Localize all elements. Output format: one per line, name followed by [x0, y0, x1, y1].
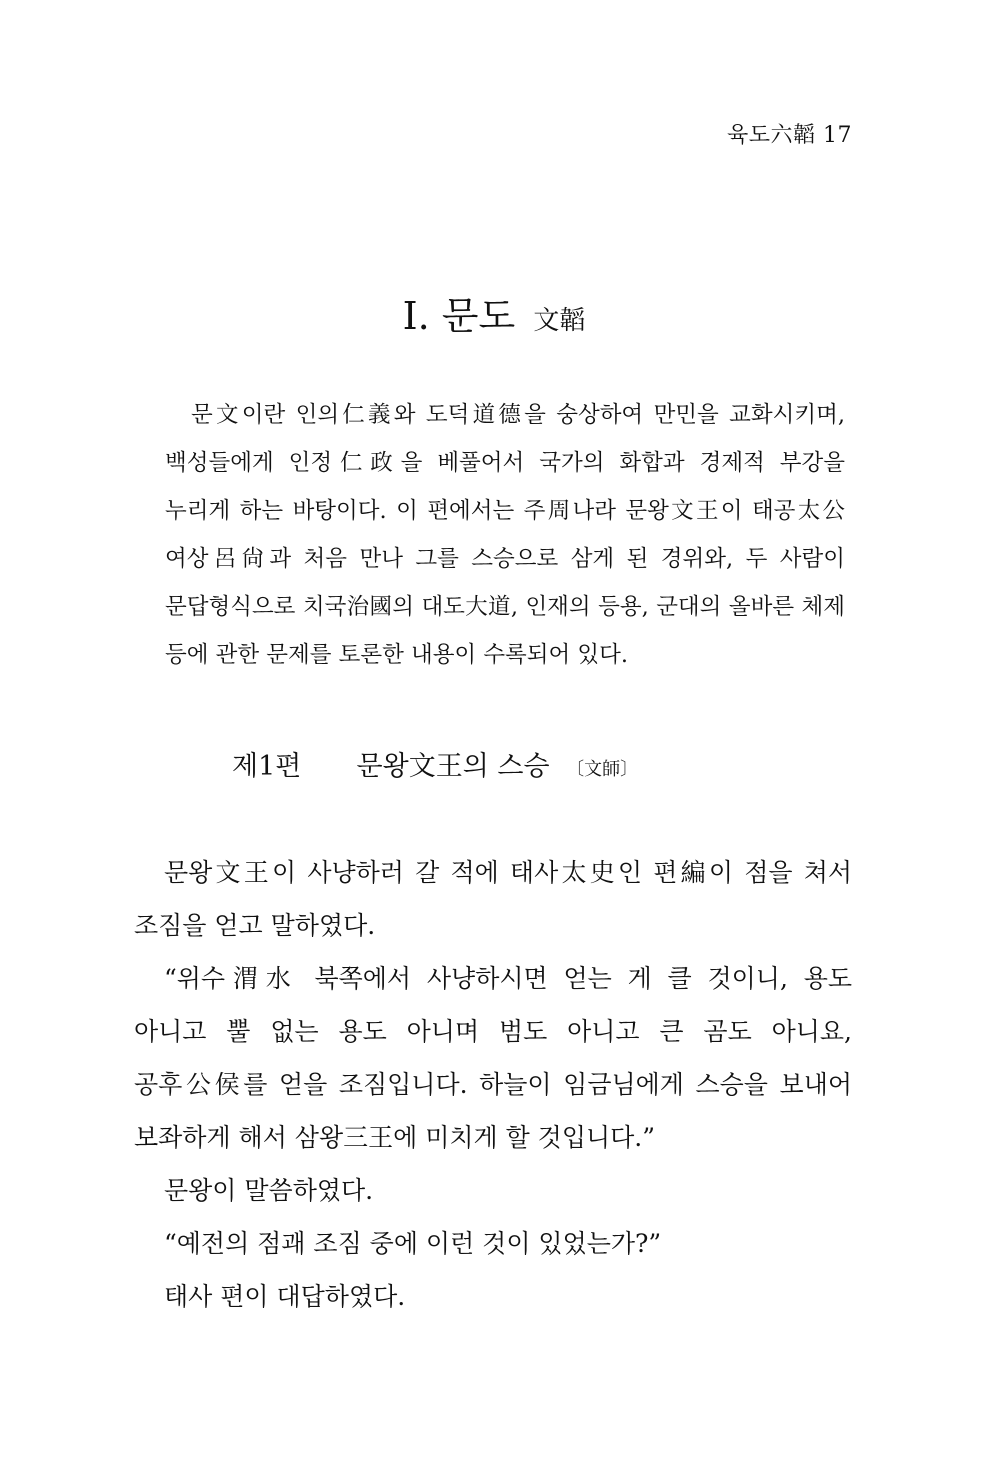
section-title-text: 문왕文王의 스승: [356, 751, 550, 782]
chapter-title-hanja: 文韜: [533, 306, 586, 336]
section-title: [232, 744, 638, 783]
body-paragraph: “예전의 점괘 조짐 중에 이런 것이 있었는가?”: [164, 1229, 662, 1258]
section-body: [134, 846, 852, 1323]
chapter-title: [0, 285, 988, 340]
body-paragraph: 문왕文王이 사냥하러 갈 적에 태사太史인 편編이 점을 쳐서 조짐을 얻고 말하였다.: [134, 858, 852, 940]
body-paragraph: 문왕이 말씀하였다.: [164, 1176, 374, 1205]
section-number: 제1편: [232, 751, 302, 782]
section-title-hanja: 〔文師〕: [566, 759, 639, 780]
body-paragraph: “위수渭水 북쪽에서 사냥하시면 얻는 게 클 것이니, 용도 아니고 뿔 없는 용도 아니며 범도 아니고 큰 곰도 아니요, 공후公侯를 얻을 조짐입니다. 하늘이 임금님에게 스승을 보내어 보좌하게 해서 삼왕三王에 미치게 할 것입니다.”: [134, 964, 852, 1152]
chapter-intro: 문文이란 인의仁義와 도덕道德을 숭상하여 만민을 교화시키며, 백성들에게 인정仁政을 베풀어서 국가의 화합과 경제적 부강을 누리게 하는 바탕이다. 이 편에서는 주周나라 문왕文王이 태공太公 여상呂尙과 처음 만나 그를 스승으로 삼게 된 경위와, 두 사람이 문답형식으로 치국治國의 대도大道, 인재의 등용, 군대의 올바른 체제 등에 관한 문제를 토론한 내용이 수록되어 있다.: [165, 401, 845, 668]
chapter-title-text: Ⅰ. 문도: [402, 294, 516, 338]
running-header: 육도六韜 17: [727, 123, 852, 148]
body-paragraph: 태사 편이 대답하였다.: [164, 1282, 406, 1311]
